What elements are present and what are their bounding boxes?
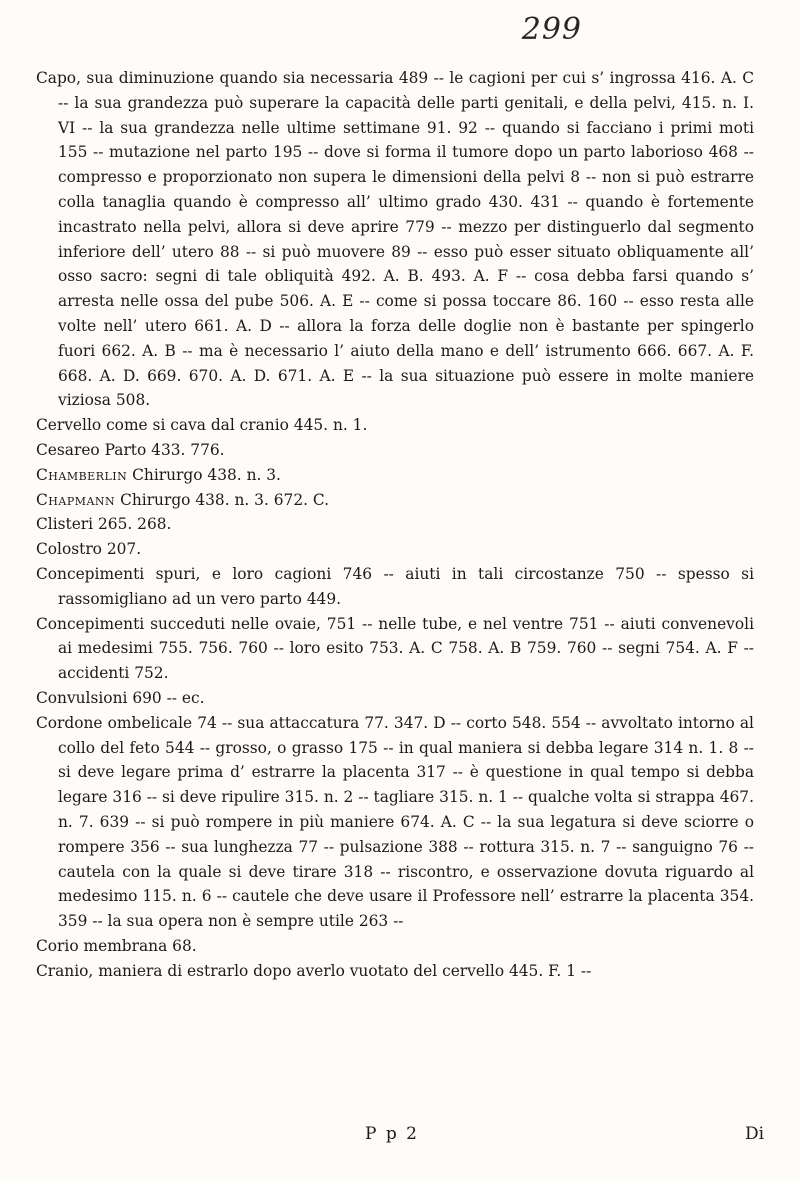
index-entry — [36, 612, 754, 686]
index-entry — [36, 438, 754, 463]
entry-text: maniera di estrarlo dopo averlo vuotato del cervello 445. F. 1 -- — [98, 961, 592, 980]
entry-text: Chirurgo 438. n. 3. 672. C. — [120, 490, 330, 509]
entry-head: Corio — [36, 936, 79, 955]
page-footer — [0, 1124, 800, 1154]
entry-text: Parto 433. 776. — [104, 440, 225, 459]
entry-text: ombelicale 74 -- sua attaccatura 77. 347. D -- corto 548. 554 -- avvoltato intorno al collo del feto 544 -- grosso, o grasso 175 -- in qual maniera si debba legare 314 n. 1. 8 -- si deve legare prima d’ estrarre la placenta 317 -- è questione in qual tempo si debba legare 316 -- si deve ripulire 315. n. 2 -- tagliare 315. n. 1 -- qualche volta si strappa 467. n. 7. 639 -- si può rompere in più maniere 674. A. C -- la sua legatura si deve sciorre o rompere 356 -- sua lunghezza 77 -- pulsazione 388 -- rottura 315. n. 7 -- sanguigno 76 -- cautela con la quale si deve tirare 318 -- riscontro, e osservazione dovuta riguardo al medesimo 115. n. 6 -- cautele che deve usare il Professore nell’ estrarre la placenta 354. 359 -- la sua opera non è sempre utile 263 -- — [58, 713, 754, 931]
index-entry — [36, 562, 754, 612]
entry-head: Capo, — [36, 69, 81, 87]
entry-text: spuri, e loro cagioni 746 -- aiuti in tali circostanze 750 -- spesso si rassomigliano ad un vero parto 449. — [58, 564, 754, 608]
entry-head: Cordone — [36, 713, 103, 732]
entry-head: Convulsioni — [36, 688, 128, 707]
entry-head: Concepimenti — [36, 614, 145, 633]
index-entry — [36, 488, 754, 513]
index-entry — [36, 686, 754, 711]
entry-head: Cranio, — [36, 961, 94, 980]
entry-text: 690 -- ec. — [132, 688, 205, 707]
entry-head: Chapmann — [36, 490, 116, 509]
entry-text: sua diminuzione quando sia necessaria 489 -- le cagioni per cui s’ ingrossa 416. A. C -- la sua grandezza può superare la capacità delle parti genitali, e della pelvi, 415. n. I. VI -- la sua grandezza nelle ultime settimane 91. 92 -- quando si facciano i primi moti 155 -- mutazione nel parto 195 -- dove si forma il tumore dopo un parto laborioso 468 -- compresso e proporzionato non supera le dimensioni della pelvi 8 -- non si può estrarre colla tanaglia quando è compresso all’ ultimo grado 430. 431 -- quando è fortemente incastrato nella pelvi, allora si deve aprire 779 -- mezzo per distinguerlo dal segmento inferiore dell’ utero 88 -- si può muovere 89 -- esso può esser situato obliquamente all’ osso sacro: segni di tale obliquità 492. A. B. 493. A. F -- cosa debba farsi quando s’ arresta nelle ossa del pube 506. A. E -- come si possa toccare 86. 160 -- esso resta alle volte nell’ utero 661. A. D -- allora la forza delle doglie non è bastante per spingerlo fuori 662. A. B -- ma è necessario l’ aiuto della mano e dell’ istrumento 666. 667. A. F. 668. A. D. 669. 670. A. D. 671. A. E -- la sua situazione può essere in molte maniere viziosa 508. — [58, 69, 754, 410]
entry-head: Chamberlin — [36, 465, 128, 484]
entry-text: 265. 268. — [98, 515, 172, 534]
entry-text: 207. — [106, 540, 142, 559]
index-entry — [36, 512, 754, 537]
entry-text: membrana 68. — [83, 936, 197, 955]
index-entry — [36, 463, 754, 488]
entry-text: succeduti nelle ovaie, 751 -- nelle tube, e nel ventre 751 -- aiuti convenevoli ai medesimi 755. 756. 760 -- loro esito 753. A. C 758. A. B 759. 760 -- segni 754. A. F -- accidenti 752. — [58, 614, 754, 683]
index-entry — [36, 711, 754, 934]
entry-head: Concepimenti — [36, 564, 145, 583]
entry-head: Colostro — [36, 540, 102, 559]
index-entry — [36, 537, 754, 562]
catchword: Di — [745, 1124, 765, 1144]
entry-head: Clisteri — [36, 515, 94, 534]
index-entry — [36, 934, 754, 959]
entry-head: Cesareo — [36, 440, 100, 459]
page-number: 299 — [521, 12, 582, 47]
index-text — [36, 66, 754, 983]
index-entry — [36, 66, 754, 413]
index-entry — [36, 413, 754, 438]
entry-text: come si cava dal cranio 445. n. 1. — [106, 416, 368, 435]
index-entry — [36, 959, 754, 984]
entry-head: Cervello — [36, 416, 102, 435]
signature-mark: P p 2 — [365, 1124, 419, 1144]
entry-text: Chirurgo 438. n. 3. — [132, 465, 281, 484]
